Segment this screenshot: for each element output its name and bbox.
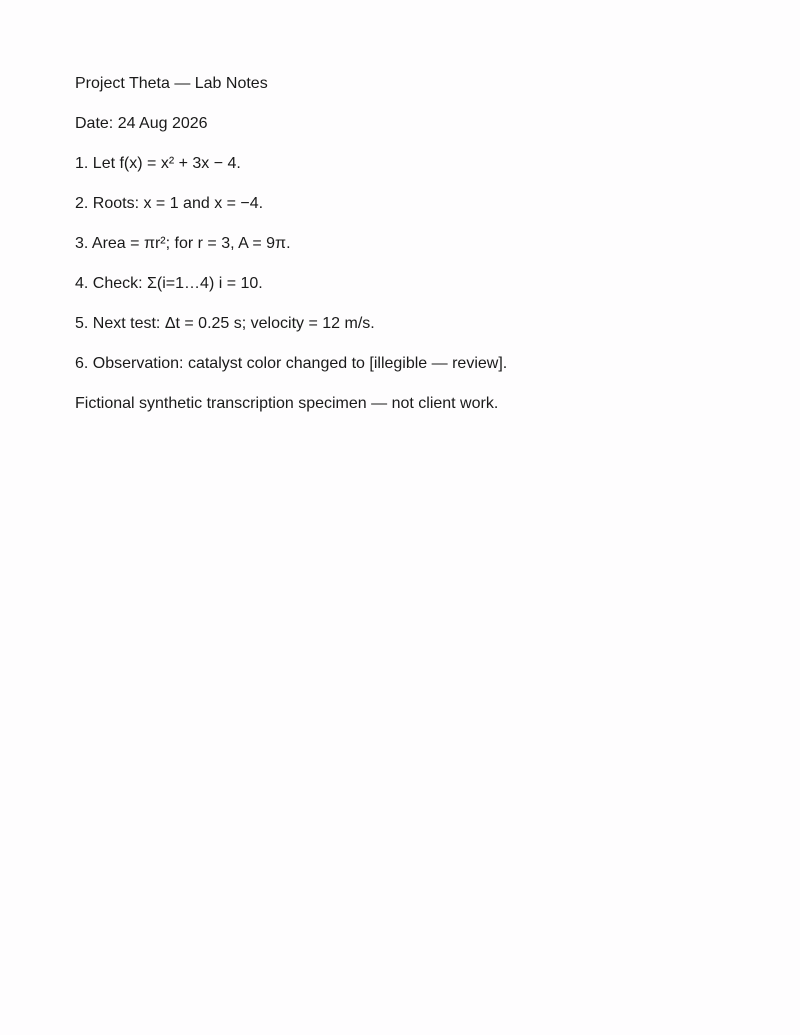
footer-note: Fictional synthetic transcription specimen — not client work. — [75, 395, 499, 412]
document-title: Project Theta — Lab Notes — [75, 75, 268, 92]
document-date: Date: 24 Aug 2026 — [75, 115, 208, 132]
note-item-2: 2. Roots: x = 1 and x = −4. — [75, 195, 264, 212]
note-item-6: 6. Observation: catalyst color changed to [illegible — review]. — [75, 355, 508, 372]
note-item-3: 3. Area = πr²; for r = 3, A = 9π. — [75, 235, 291, 252]
note-item-1: 1. Let f(x) = x² + 3x − 4. — [75, 155, 241, 172]
note-item-5: 5. Next test: Δt = 0.25 s; velocity = 12 m/s. — [75, 315, 375, 332]
note-item-4: 4. Check: Σ(i=1…4) i = 10. — [75, 275, 263, 292]
notes-body — [75, 74, 507, 434]
